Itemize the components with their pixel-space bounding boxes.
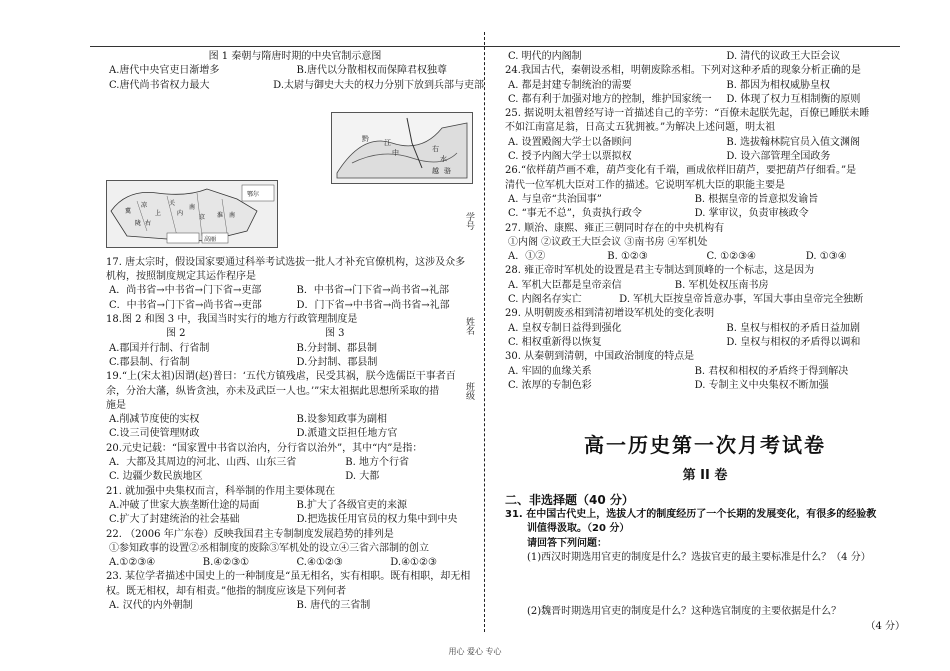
q16-option-d[interactable]: D.太尉与御史大夫的权力分别下放到兵部与吏部: [273, 79, 484, 91]
map1-label: 越: [432, 167, 439, 175]
q19-options: [106, 427, 484, 441]
q22-stem: 22. （2006 年广东卷）反映我国君主专制制度发展趋势的排列是: [106, 528, 394, 540]
q18-option-b[interactable]: B.分封制、郡县制: [296, 342, 378, 354]
volume-label: 第 II 卷: [682, 468, 728, 484]
q17-option-d[interactable]: D．门下省→中书省→尚书省→礼部: [296, 299, 450, 311]
q31-stem: 31. 在中国古代史上，选拔人才的制度经历了一个长期的发展变化，有很多的经验教: [505, 509, 877, 521]
q20-stem: 20.元史记载：“国家置中书省以治内，分行省以治外”，其中“内”是指：: [106, 442, 423, 454]
q31-part-2: (2)魏晋时期选用官吏的制度是什么？这种选官制度的主要依据是什么？: [527, 606, 842, 618]
q31-part-1: (1)西汉时期选用官吏的制度是什么？选拔官吏的最主要标准是什么？（4 分）: [527, 552, 871, 564]
q28-option-a[interactable]: A. 军机大臣都是皇帝亲信: [508, 279, 622, 291]
q21-option-d[interactable]: D.把选拔任用官员的权力集中到中央: [296, 514, 458, 526]
q30-option-c[interactable]: C. 浓厚的专制色彩: [508, 379, 592, 391]
map2-label: 南: [189, 204, 196, 211]
q24-option-b[interactable]: B. 都因为相权威胁皇权: [726, 79, 831, 91]
q29-options: [505, 336, 905, 350]
q26-options: [505, 193, 905, 207]
map1-label: 水: [440, 155, 447, 163]
q27-option-d[interactable]: D. ①③④: [805, 251, 847, 263]
q18-options: [106, 342, 484, 356]
q23-option-c[interactable]: C. 明代的内阁制: [508, 51, 582, 62]
q25-option-d[interactable]: D. 设六部管理全国政务: [726, 151, 831, 163]
binding-label-id: 学号: [464, 212, 474, 230]
map2-label: 淮: [217, 212, 224, 219]
q24-options: [505, 93, 905, 107]
q20-option-a[interactable]: A．大都及其周边的河北、山西、山东三省: [109, 457, 297, 469]
figure-2-label: 图 2: [166, 328, 186, 340]
q25-option-c[interactable]: C. 授予内阁大学士以票拟权: [508, 151, 632, 163]
q22-option-a[interactable]: A.①②③④: [109, 557, 156, 569]
q25-stem: 不如江南富足翁，日高丈五犹拥被。”为解决上述问题，明太祖: [505, 122, 776, 134]
q19-stem: 19.“上(宋太祖)因谓(赵)普曰：‘五代方镇残虐，民受其祸，朕今选儒臣干事者百: [106, 371, 456, 383]
q19-option-c[interactable]: C.设三司使管理财政: [109, 428, 200, 440]
q30-option-a[interactable]: A. 牢固的血缘关系: [508, 365, 592, 377]
q29-option-a[interactable]: A. 皇权专制日益得到强化: [508, 322, 622, 334]
map2-label: 上: [155, 210, 162, 217]
q21-option-c[interactable]: C.扩大了封建统治的社会基础: [109, 514, 240, 526]
q29-option-b[interactable]: B. 皇权与相权的矛盾日益加剧: [726, 322, 861, 334]
q22-option-c[interactable]: C.④①②③: [296, 557, 343, 569]
q22-option-b[interactable]: B.④②③①: [202, 557, 250, 569]
q27-option-c[interactable]: C. ①②③④: [706, 251, 757, 263]
q26-option-d[interactable]: D. 掌审议，负责审核政令: [694, 208, 809, 220]
q20-options: [106, 470, 484, 484]
title-spacer: [505, 393, 905, 429]
q25-options: [505, 136, 905, 150]
q24-options: [505, 79, 905, 93]
map2-label: 冀: [125, 208, 132, 215]
q21-option-b[interactable]: B.扩大了各级官吏的来源: [296, 499, 408, 511]
q21-options: [106, 513, 484, 527]
q28-option-c[interactable]: C. 内阁名存实亡: [508, 294, 582, 306]
q30-stem: 30. 从秦朝到清朝，中国政治制度的特点是: [505, 351, 695, 363]
q28-option-b[interactable]: B. 军机处权压南书房: [674, 279, 769, 291]
q29-option-c[interactable]: C. 相权重新得以恢复: [508, 336, 602, 348]
q27-options: [505, 250, 905, 264]
q20-option-b[interactable]: B. 地方个行省: [345, 457, 409, 469]
q20-options: [106, 456, 484, 470]
q21-stem: 21. 就加强中央集权而言，科举制的作用主要体现在: [106, 485, 336, 497]
map2-label: 右: [145, 220, 152, 227]
q28-options: [505, 279, 905, 293]
q25-stem: 25. 据说明太祖曾经写诗一首描述自己的辛劳：“百僚未起朕先起，百僚已睡朕未睡: [505, 108, 870, 120]
q22-option-d[interactable]: D.④①②③: [390, 557, 437, 569]
page-footer: 用心 爱心 专心: [448, 647, 502, 656]
binding-line: [484, 32, 485, 632]
map1-label: 中: [392, 149, 399, 157]
q18-option-d[interactable]: D.分封制、郡县制: [296, 356, 378, 368]
q24-option-c[interactable]: C. 都有利于加强对地方的控制，维护国家统一: [508, 93, 712, 105]
q16-options: [106, 79, 484, 93]
left-column: [106, 50, 484, 613]
q17-stem: 17. 唐太宗时，假设国家要通过科举考试选拔一批人才补充官僚机构，这涉及众多: [106, 256, 466, 268]
q16-option-b[interactable]: B.唐代以分散相权而保障君权独尊: [296, 65, 448, 77]
map2-label: 京: [199, 214, 206, 221]
q31-stem: 训值得汲取。（20 分）: [527, 523, 630, 535]
map2-label: 高丽: [204, 236, 217, 243]
q17-stem: 机构，按照制度规定其运作程序是: [106, 271, 256, 283]
q27-option-a[interactable]: A．①②: [508, 251, 546, 263]
q30-option-d[interactable]: D. 专制主义中央集权不断加强: [694, 379, 829, 391]
q24-option-d[interactable]: D. 体现了权力互相制衡的原则: [726, 93, 861, 105]
q20-option-c[interactable]: C. 边疆少数民族地区: [109, 471, 203, 483]
q29-option-d[interactable]: D. 皇权与相权的矛盾得以调和: [726, 336, 861, 348]
figure-1-caption: 图 1 秦朝与隋唐时期的中央官制示意图: [208, 51, 382, 62]
q26-option-b[interactable]: B. 根据皇帝的旨意拟发谕旨: [694, 193, 819, 205]
q19-option-b[interactable]: B.设参知政事为副相: [296, 414, 388, 426]
right-column: [505, 50, 905, 634]
q28-stem: 28. 雍正帝时军机处的设置是君主专制达到顶峰的一个标志，这是因为: [505, 265, 815, 277]
q23-option-b[interactable]: B. 唐代的三省制: [296, 600, 371, 612]
q30-option-b[interactable]: B. 君权和相权的矛盾终于得到解决: [694, 365, 849, 377]
q21-options: [106, 499, 484, 513]
q23-options: [505, 50, 905, 64]
q18-figure-labels: [106, 327, 484, 341]
q27-stem: ①内阁 ②议政王大臣会议 ③南书房 ④军机处: [508, 236, 708, 248]
q30-options: [505, 365, 905, 379]
q31-instruction: 请回答下列问题：: [527, 537, 607, 549]
exam-title: 高一历史第一次月考试卷: [584, 433, 826, 458]
q17-option-c[interactable]: C．中书省→门下省→尚书省→吏部: [109, 299, 262, 311]
q24-stem: 24.我国古代，秦朝设丞相，明朝废除丞相。下列对这种矛盾的现象分析正确的是: [505, 65, 861, 77]
q23-stem: 权。既无相权，却有相责。”他指的制度应该是下列何者: [106, 585, 347, 597]
q29-stem: 29. 从明朝废丞相到清初增设军机处的变化表明: [505, 308, 715, 320]
figure-3-label: 图 3: [325, 328, 345, 340]
spacer: [505, 483, 905, 491]
q27-stem: 27. 顺治、康熙、雍正三朝同时存在的中央机构有: [505, 222, 725, 234]
q19-option-d[interactable]: D.派遣文臣担任地方官: [296, 428, 398, 440]
q26-options: [505, 207, 905, 221]
q17-options: [106, 299, 484, 313]
q16-option-a[interactable]: A.唐代中央官吏日渐增多: [109, 65, 220, 77]
map1-label: 右: [432, 145, 439, 153]
q23-option-d[interactable]: D. 清代的议政王大臣会议: [726, 51, 841, 62]
q21-option-a[interactable]: A.冲破了世家大族垄断仕途的局面: [109, 499, 260, 511]
map2-label: 凉: [141, 202, 148, 209]
q17-option-a[interactable]: A．尚书省→中书省→门下省→吏部: [109, 285, 262, 297]
q19-stem: 余，分治大藩，纵皆贪浊，亦未及武臣一人也。’”宋太祖据此思想所采取的措: [106, 385, 440, 397]
q26-option-a[interactable]: A. 与皇帝“共治国事”: [508, 193, 602, 205]
q26-stem: 清代一位军机大臣对工作的描述。它说明军机大臣的职能主要是: [505, 179, 785, 191]
q25-option-a[interactable]: A. 设置殿阁大学士以备顾问: [508, 136, 632, 148]
binding-label-name: 姓名: [464, 317, 474, 335]
q28-options: [505, 293, 905, 307]
map2-label: 南: [229, 212, 236, 219]
q17-option-b[interactable]: B．中书省→门下省→尚书省→礼部: [296, 285, 449, 297]
q16-options: [106, 64, 484, 78]
q19-options: [106, 413, 484, 427]
q25-option-b[interactable]: B. 选拔翰林院官员入值文渊阁: [726, 136, 861, 148]
map2-label: 关: [169, 200, 176, 207]
q25-options: [505, 150, 905, 164]
answer-space-1[interactable]: [505, 565, 905, 605]
map-area-spacer: [106, 93, 484, 256]
q31-part-2-score: （4 分）: [865, 620, 905, 632]
q26-stem: 26.“依样葫芦画不难，葫芦变化有千端，画成依样旧葫芦，要把葫芦仔细看。”是: [505, 165, 857, 177]
q19-stem: 施是: [106, 399, 126, 411]
q29-options: [505, 322, 905, 336]
map2-label: 陇: [135, 220, 142, 227]
q26-option-c[interactable]: C. “事无不总”，负责执行政令: [508, 208, 642, 220]
map1-label: 江: [384, 139, 391, 147]
q23-stem: 23. 某位学者描述中国史上的一种制度是“虽无相名，实有相职。既有相职，却无相: [106, 571, 471, 583]
q28-option-d[interactable]: D. 军机大臣按皇帝旨意办事，军国大事由皇帝完全独断: [619, 294, 864, 306]
q18-options: [106, 356, 484, 370]
q16-option-c[interactable]: C.唐代尚书省权力最大: [109, 79, 210, 91]
map2-label: 内: [177, 210, 184, 217]
q18-option-c[interactable]: C.郡县制、行省制: [109, 356, 190, 368]
q18-stem: 18.图 2 和图 3 中，我国当时实行的地方行政管理制度是: [106, 314, 358, 326]
map1-label: 骆: [444, 167, 451, 175]
q20-option-d[interactable]: D. 大都: [345, 471, 380, 483]
q18-option-a[interactable]: A.郡国并行制、行省制: [109, 342, 210, 354]
q19-option-a[interactable]: A.削减节度使的实权: [109, 414, 200, 426]
q22-stem: ①参知政事的设置②丞相制度的废除③军机处的设立④三省六部制的创立: [109, 542, 429, 554]
q23-option-a[interactable]: A. 汉代的内外朝制: [109, 600, 193, 612]
q23-options: [106, 599, 484, 613]
q22-options: [106, 556, 484, 570]
binding-label-class: 班级: [464, 382, 474, 400]
map1-label: 黔: [362, 135, 369, 143]
q17-options: [106, 284, 484, 298]
q27-option-b[interactable]: B. ①②③: [607, 251, 648, 263]
q24-option-a[interactable]: A. 都是封建专制统治的需要: [508, 79, 632, 91]
header-rule: [90, 46, 900, 47]
map2-label: 鄂尔: [247, 191, 260, 198]
section-heading: 二、非选择题（40 分）: [505, 493, 634, 508]
q30-options: [505, 379, 905, 393]
